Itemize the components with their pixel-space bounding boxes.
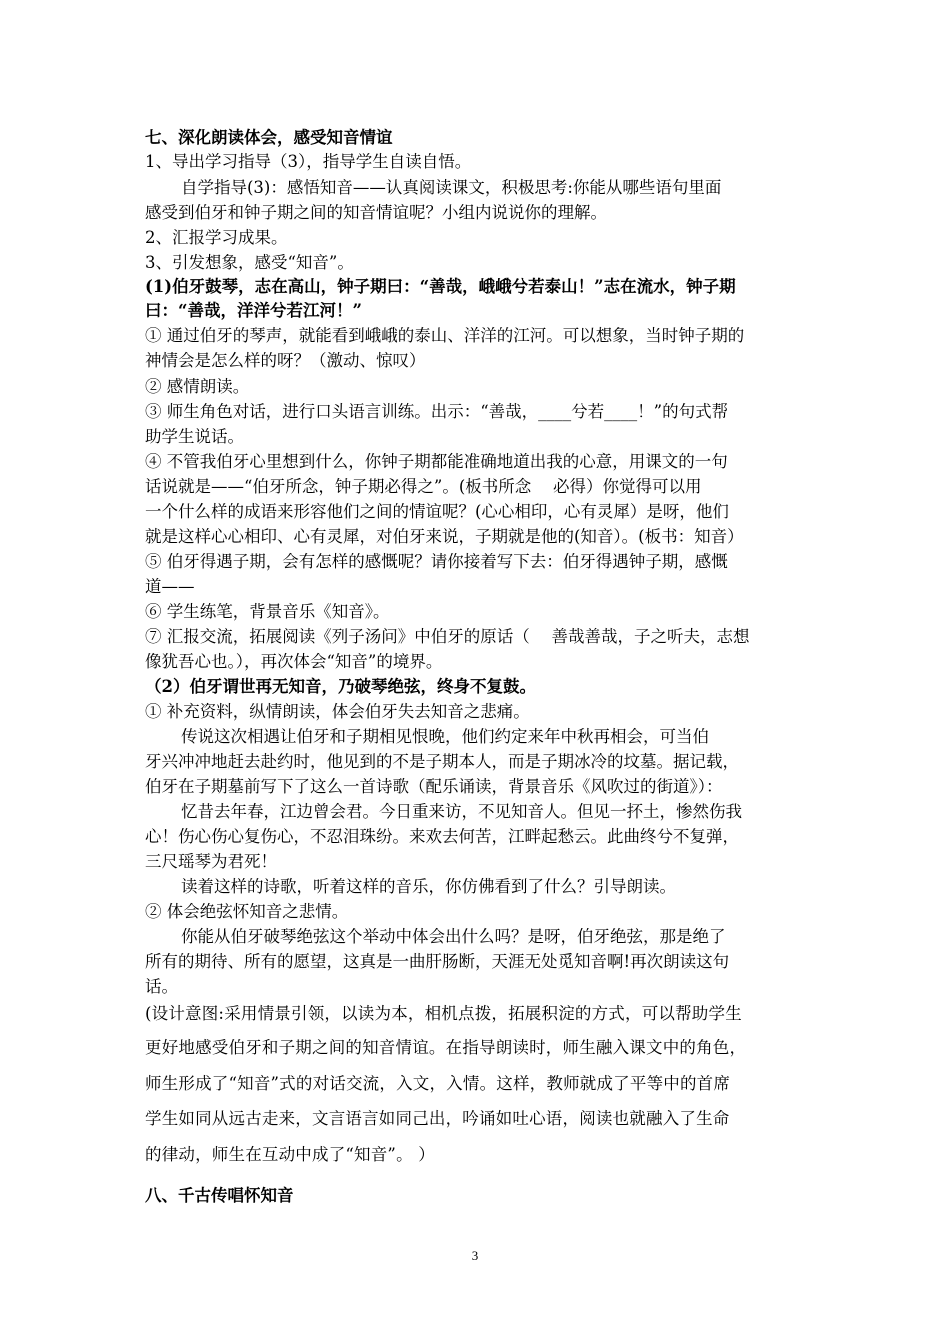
body-line: 伯牙在子期墓前写下了这么一首诗歌（配乐诵读，背景音乐《风吹过的街道》）：	[145, 777, 723, 796]
subsection-heading: （2）伯牙谓世再无知音，乃破琴绝弦，终身不复鼓。	[145, 677, 536, 696]
body-line: 读着这样的诗歌，听着这样的音乐，你仿佛看到了什么？引导朗读。	[181, 877, 676, 896]
body-line: 神情会是怎么样的呀？（激动、惊叹）	[145, 351, 426, 370]
page-number: 3	[471, 1248, 479, 1263]
body-line: ② 感情朗读。	[145, 377, 250, 396]
design-intent-line: (设计意图:采用情景引领，以读为本，相机点拨，拓展积淀的方式，可以帮助学生	[145, 1004, 742, 1023]
body-line: 道——	[145, 577, 195, 596]
body-line: 自学指导(3)：感悟知音——认真阅读课文，积极思考:你能从哪些语句里面	[181, 178, 722, 197]
body-line: 一个什么样的成语来形容他们之间的情谊呢？(心心相印，心有灵犀）是呀，他们	[145, 502, 729, 521]
design-intent-line: 师生形成了“知音”式的对话交流，入文，入情。这样，教师就成了平等中的首席	[145, 1074, 731, 1093]
poem-line: 忆昔去年春，江边曾会君。今日重来访，不见知音人。但见一抔土，惨然伤我	[181, 802, 742, 821]
body-line: 像犹吾心也。），再次体会“知音”的境界。	[145, 652, 443, 671]
poem-line: 心！伤心伤心复伤心，不忍泪珠纷。来欢去何苦，江畔起愁云。此曲终兮不复弹，	[145, 827, 739, 846]
design-intent-line: 更好地感受伯牙和子期之间的知音情谊。在指导朗读时，师生融入课文中的角色，	[145, 1038, 747, 1057]
body-line: 感受到伯牙和钟子期之间的知音情谊呢？小组内说说你的理解。	[145, 203, 607, 222]
quote-line: (1)伯牙鼓琴，志在高山，钟子期曰：“善哉，峨峨兮若泰山！”志在流水，钟子期	[145, 277, 736, 296]
body-line: 传说这次相遇让伯牙和子期相见恨晚，他们约定来年中秋再相会，可当伯	[181, 727, 709, 746]
body-line: 所有的期待、所有的愿望，这真是一曲肝肠断，天涯无处觅知音啊!再次朗读这句	[145, 952, 730, 971]
body-line: 牙兴冲冲地赶去赴约时，他见到的不是子期本人，而是子期冰冷的坟墓。据记载，	[145, 752, 739, 771]
body-line: 助学生说话。	[145, 427, 244, 446]
poem-line: 三尺瑶琴为君死！	[145, 852, 277, 871]
body-line: ③ 师生角色对话，进行口头语言训练。出示：“善哉，____兮若____！”的句式帮	[145, 402, 729, 421]
section-heading-8: 八、千古传唱怀知音	[145, 1186, 294, 1205]
body-line: 话说就是——“伯牙所念，钟子期必得之”。(板书所念 必得）你觉得可以用	[145, 477, 702, 496]
body-line: 3、引发想象，感受“知音”。	[145, 253, 354, 272]
body-line: ⑤ 伯牙得遇子期，会有怎样的感慨呢？请你接着写下去：伯牙得遇钟子期，感慨	[145, 552, 728, 571]
quote-line: 曰：“善哉，洋洋兮若江河！”	[145, 301, 362, 320]
body-line: ② 体会绝弦怀知音之悲情。	[145, 902, 349, 921]
body-line: ⑦ 汇报交流，拓展阅读《列子汤问》中伯牙的原话（ 善哉善哉，子之听夫，志想	[145, 627, 750, 646]
body-line: 2、汇报学习成果。	[145, 228, 288, 247]
body-line: 你能从伯牙破琴绝弦这个举动中体会出什么吗？是呀，伯牙绝弦，那是绝了	[181, 927, 726, 946]
design-intent-line: 学生如同从远古走来，文言语言如同己出，吟诵如吐心语，阅读也就融入了生命	[145, 1109, 730, 1128]
design-intent-line: 的律动，师生在互动中成了“知音”。 ）	[145, 1145, 435, 1164]
body-line: 1、导出学习指导（3），指导学生自读自悟。	[145, 152, 472, 171]
body-line: ① 通过伯牙的琴声，就能看到峨峨的泰山、洋洋的江河。可以想象，当时钟子期的	[145, 326, 745, 345]
body-line: ④ 不管我伯牙心里想到什么，你钟子期都能准确地道出我的心意，用课文的一句	[145, 452, 728, 471]
body-line: 就是这样心心相印、心有灵犀，对伯牙来说，子期就是他的(知音）。(板书：知音）	[145, 527, 744, 546]
body-line: 话。	[145, 977, 178, 996]
section-heading-7: 七、深化朗读体会，感受知音情谊	[145, 128, 393, 147]
body-line: ⑥ 学生练笔，背景音乐《知音》。	[145, 602, 390, 621]
body-line: ① 补充资料，纵情朗读，体会伯牙失去知音之悲痛。	[145, 702, 530, 721]
